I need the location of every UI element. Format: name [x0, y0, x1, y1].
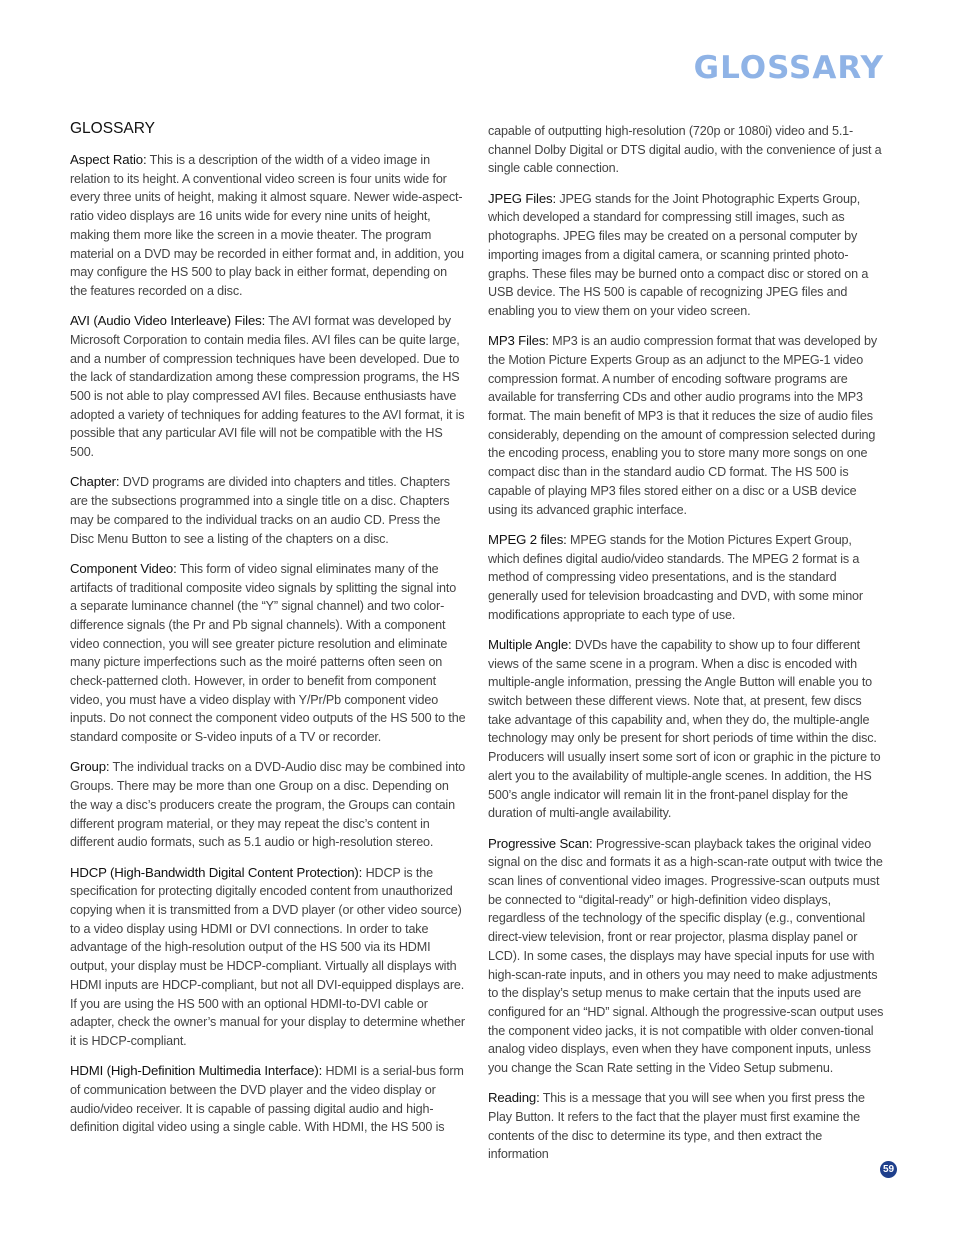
glossary-term: Chapter: [70, 474, 120, 490]
glossary-term: MP3 Files: [488, 333, 549, 349]
glossary-term: Group: [70, 759, 110, 775]
page-number-badge: 59 [880, 1161, 897, 1178]
glossary-entry-multiple-angle [488, 636, 884, 823]
glossary-entry-hdmi [70, 1062, 466, 1137]
glossary-definition: JPEG stands for the Joint Photographic Experts Group, which developed a standard for compressing still images, such as photographs. JPEG files may be created on a personal computer by importing images from a digital camera, or scanning printed photo-graphs. These files may be burned onto a compact disc or stored on a USB device. The HS 500 is capable of recognizing JPEG files and enabling you to view them on your video screen. [488, 191, 869, 318]
glossary-definition: capable of outputting high-resolution (720p or 1080i) video and 5.1-channel Dolby Digital or DTS digital audio, with the convenience of just a single cable connection. [488, 124, 882, 176]
glossary-definition: DVDs have the capability to show up to four different views of the same scene in a program. When a disc is encoded with multiple-angle information, pressing the Angle Button will enable you to switch between these different views. Note that, at present, few discs take advantage of this capability and, when they do, the multiple-angle technology may only be present for short periods of time within the disc. Producers will usually insert some sort of icon or graphic in the picture to alert you to the availability of multiple-angle scenes. In addition, the HS 500’s angle indicator will remain lit in the front-panel display for the duration of multi-angle availability. [488, 637, 881, 821]
glossary-definition: DVD programs are divided into chapters and titles. Chapters are the subsections programmed into a single title on a disc. Chapters may be compared to the individual tracks on an audio CD. Press the Disc Menu Button to see a listing of the chapters on a disc. [70, 475, 450, 546]
glossary-definition: The AVI format was developed by Microsoft Corporation to contain media files. AVI files can be quite large, and a number of compression techniques have been developed. Due to the lack of standardization among these compression programs, the HS 500 is not able to play compressed AVI files. Because enthusiasts have adopted a variety of techniques for adding features to the AVI format, it is possible that any particular AVI file will not be compatible with the HS 500. [70, 314, 465, 460]
left-column [70, 120, 466, 1149]
glossary-entry-group [70, 758, 466, 852]
glossary-term: Progressive Scan: [488, 835, 593, 851]
glossary-definition: This form of video signal eliminates many of the artifacts of traditional composite video signals by splitting the signal into a separate luminance channel (the “Y” signal channel) and two color-difference signals (the Pr and Pb signal channels). With a component video connection, you will see greater picture resolution and eliminate many picture imperfections such as the moiré patterns often seen on check-patterned cloth. However, in order to benefit from component video, you must have a video display with Y/Pr/Pb component video inputs. Do not connect the component video outputs of the HS 500 to the standard composite or S-video inputs of a TV or recorder. [70, 561, 466, 745]
glossary-entry-hdcp [70, 864, 466, 1051]
glossary-definition: Progressive-scan playback takes the original video signal on the disc and formats it as a high-scan-rate output with twice the scan lines of conventional video images. Progressive-scan outputs must be connected to “digital-ready” or high-definition video displays, regardless of the technology of the specific display (e.g., conventional direct-view television, front or rear projector, plasma display panel or LCD). In some cases, the displays may have special inputs for use with high-scan-rate inputs, and in others you may need to make adjustments to the display’s setup menus to make certain that the inputs used are configured for an “HD” signal. Although the progressive-scan output uses the component video jacks, it is not compatible with older conven-tional analog video displays, even when they have component inputs, unless you change the Scan Rate setting in the Video Setup submenu. [488, 836, 884, 1076]
section-heading: GLOSSARY [70, 120, 156, 137]
glossary-definition: HDCP is the specification for protecting digitally encoded content from unauthorized copying when it is transmitted from a DVD player (or other video source) to a video display using HDMI or DVI connections. In order to take advantage of the high-resolution output of the HS 500 via its HDMI output, your display must be HDCP-compliant. Virtually all displays with HDMI inputs are HDCP-compliant, but not all DVI-equipped displays are. If you are using the HS 500 with an optional HDMI-to-DVI cable or adapter, check the owner’s manual for your display to determine whether it is HDCP-compliant. [70, 865, 465, 1048]
glossary-continuation [488, 122, 884, 178]
glossary-entry-jpeg [488, 190, 884, 321]
glossary-term: JPEG Files: [488, 190, 556, 206]
glossary-definition: This is a description of the width of a video image in relation to its height. A conventional video screen is four units wide for every three units of height, making it almost square. Newer wide-aspect-ratio video displays are 16 units wide for every nine units of height, making them more like the screen in a movie theater. The program material on a DVD may be recorded in either format and, in addition, you may configure the HS 500 to play back in either format, depending on the features recorded on a disc. [70, 153, 464, 298]
glossary-definition: MP3 is an audio compression format that was developed by the Motion Picture Experts Group as an adjunct to the MPEG-1 video compression format. A number of encoding software programs are available for transferring CDs and other audio programs into the MP3 format. The main benefit of MP3 is that it reduces the size of audio files considerably, depending on the amount of compression selected during the encoding process, enabling you to store many more songs on one compact disc than in the standard audio CD format. The HS 500 is capable of playing MP3 files stored either on a disc or a USB device using its advanced graphic interface. [488, 334, 877, 517]
glossary-entry-chapter [70, 473, 466, 548]
glossary-entry-progressive-scan [488, 835, 884, 1078]
glossary-definition: MPEG stands for the Motion Pictures Expert Group, which defines digital audio/video standards. The MPEG 2 format is a method of compressing video presentations, and is the standard generally used for television broadcasting and DVD, with some minor modifications appropriate to each type of use. [488, 532, 863, 622]
glossary-term: MPEG 2 files: [488, 531, 567, 547]
glossary-term: HDCP (High-Bandwidth Digital Content Protection): [70, 864, 363, 880]
glossary-term: Reading: [488, 1090, 540, 1106]
glossary-entry-component-video [70, 560, 466, 747]
glossary-entry-aspect-ratio [70, 151, 466, 301]
glossary-definition: The individual tracks on a DVD-Audio disc may be combined into Groups. There may be more than one Group on a disc. Depending on the way a disc’s producers create the program, the Groups can contain different program material, or they may repeat the disc’s content in different audio formats, such as 5.1 audio or high-resolution stereo. [70, 760, 466, 850]
page-title: GLOSSARY [693, 50, 884, 86]
glossary-term: AVI (Audio Video Interleave) Files: [70, 313, 266, 329]
glossary-term: Multiple Angle: [488, 636, 572, 652]
glossary-definition: This is a message that you will see when you first press the Play Button. It refers to the fact that the player must first examine the contents of the disc to determine its type, and then extract the information [488, 1091, 865, 1162]
glossary-entry-reading [488, 1089, 884, 1164]
glossary-entry-mpeg2 [488, 531, 884, 625]
glossary-term: HDMI (High-Definition Multimedia Interface): [70, 1063, 323, 1079]
glossary-definition: HDMI is a serial-bus form of communication between the DVD player and the video display or audio/video receiver. It is capable of passing digital audio and high-definition digital video using a single cable. With HDMI, the HS 500 is [70, 1064, 464, 1135]
right-column [488, 122, 884, 1176]
glossary-entry-avi [70, 312, 466, 462]
glossary-term: Aspect Ratio: [70, 152, 147, 167]
glossary-entry-mp3 [488, 332, 884, 519]
glossary-term: Component Video: [70, 560, 177, 576]
